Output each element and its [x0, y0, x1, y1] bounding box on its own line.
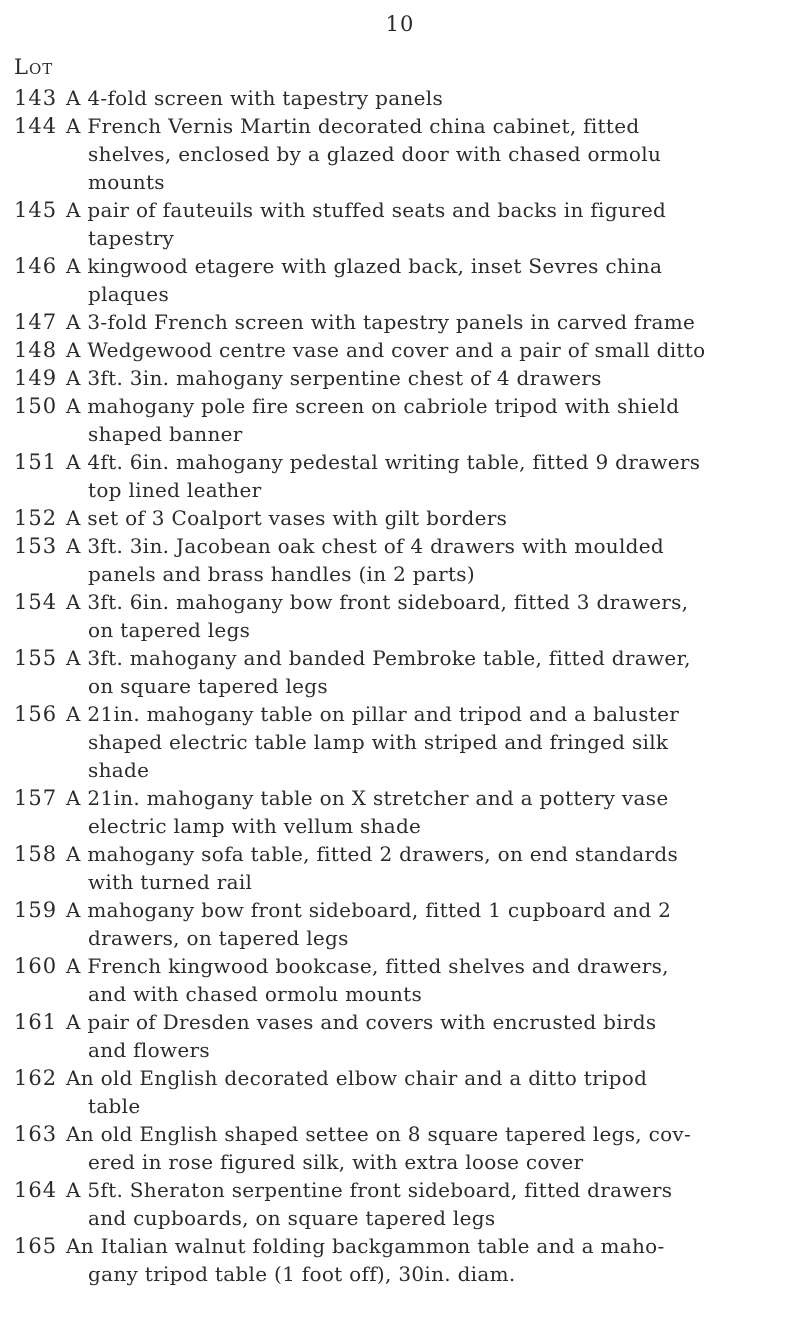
lot-number: 143	[14, 86, 58, 110]
lot-description	[66, 644, 794, 700]
lot-number: 154	[14, 590, 58, 614]
lot-description	[66, 1064, 794, 1120]
lot-description-line: plaques	[88, 282, 170, 306]
lot-entry	[14, 392, 794, 448]
lot-description-line: shade	[88, 758, 150, 782]
lot-entry	[14, 364, 794, 392]
lot-entry	[14, 1232, 794, 1288]
lot-description	[66, 308, 794, 336]
lot-description-line: A 3-fold French screen with tapestry panels in carved frame	[66, 310, 696, 334]
lot-entry	[14, 112, 794, 196]
lot-entry	[14, 1064, 794, 1120]
lot-number: 145	[14, 198, 58, 222]
lot-entry	[14, 448, 794, 504]
lot-description-line: An Italian walnut folding backgammon table and a maho-	[66, 1234, 665, 1258]
lot-number: 165	[14, 1234, 58, 1258]
lot-description-line: A 21in. mahogany table on X stretcher and a pottery vase	[66, 786, 669, 810]
lot-description-line: A 3ft. mahogany and banded Pembroke table, fitted drawer,	[66, 646, 691, 670]
lot-description-line: on square tapered legs	[88, 674, 328, 698]
lot-number: 150	[14, 394, 58, 418]
lot-entry	[14, 336, 794, 364]
lot-description	[66, 784, 794, 840]
lot-description	[66, 588, 794, 644]
lot-description	[66, 1232, 794, 1288]
lot-number: 153	[14, 534, 58, 558]
lot-description	[66, 1176, 794, 1232]
lot-entry	[14, 1176, 794, 1232]
lot-description	[66, 336, 794, 364]
lot-description	[66, 896, 794, 952]
lot-description-line: A pair of fauteuils with stuffed seats and backs in figured	[66, 198, 667, 222]
lot-number: 159	[14, 898, 58, 922]
lot-description-line: shaped banner	[88, 422, 243, 446]
lot-description-line: gany tripod table (1 foot off), 30in. diam.	[88, 1262, 516, 1286]
lot-description-line: A 5ft. Sheraton serpentine front sideboard, fitted drawers	[66, 1178, 673, 1202]
lot-description-line: electric lamp with vellum shade	[88, 814, 422, 838]
lot-entry	[14, 952, 794, 1008]
lot-number: 161	[14, 1010, 58, 1034]
lot-description	[66, 1120, 794, 1176]
lot-description-line: A mahogany bow front sideboard, fitted 1 cupboard and 2	[66, 898, 672, 922]
lot-entry	[14, 84, 794, 112]
lot-description-line: tapestry	[88, 226, 175, 250]
lot-entry	[14, 504, 794, 532]
lot-number: 152	[14, 506, 58, 530]
lot-number: 157	[14, 786, 58, 810]
lot-description-line: A Wedgewood centre vase and cover and a pair of small ditto	[66, 338, 706, 362]
lot-description	[66, 392, 794, 448]
lot-description-line: A 4ft. 6in. mahogany pedestal writing table, fitted 9 drawers	[66, 450, 701, 474]
lot-entry	[14, 252, 794, 308]
lot-description	[66, 700, 794, 784]
lot-number: 144	[14, 114, 58, 138]
lot-description-line: A pair of Dresden vases and covers with encrusted birds	[66, 1010, 657, 1034]
lot-description	[66, 364, 794, 392]
lot-number: 149	[14, 366, 58, 390]
lot-description	[66, 252, 794, 308]
lot-entry	[14, 196, 794, 252]
page-number: 10	[385, 12, 415, 36]
lot-description-line: A 21in. mahogany table on pillar and tripod and a baluster	[66, 702, 680, 726]
lot-description-line: table	[88, 1094, 141, 1118]
lot-number: 146	[14, 254, 58, 278]
lot-entry	[14, 784, 794, 840]
lot-description-line: drawers, on tapered legs	[88, 926, 349, 950]
lot-description-line: A 4-fold screen with tapestry panels	[66, 86, 444, 110]
lot-description-line: An old English decorated elbow chair and a ditto tripod	[66, 1066, 648, 1090]
lot-description-line: ered in rose figured silk, with extra loose cover	[88, 1150, 584, 1174]
lot-description	[66, 952, 794, 1008]
lot-entry	[14, 532, 794, 588]
lot-list	[14, 84, 794, 1288]
lot-description-line: with turned rail	[88, 870, 253, 894]
lot-description-line: panels and brass handles (in 2 parts)	[88, 562, 475, 586]
lot-number: 148	[14, 338, 58, 362]
lot-entry	[14, 308, 794, 336]
lot-description-line: A French Vernis Martin decorated china cabinet, fitted	[66, 114, 640, 138]
lot-description	[66, 196, 794, 252]
lot-description-line: A 3ft. 3in. mahogany serpentine chest of 4 drawers	[66, 366, 602, 390]
lot-description-line: and cupboards, on square tapered legs	[88, 1206, 496, 1230]
lot-description-line: and flowers	[88, 1038, 210, 1062]
lot-entry	[14, 644, 794, 700]
lot-description-line: on tapered legs	[88, 618, 251, 642]
lot-number: 163	[14, 1122, 58, 1146]
lot-column-header: Lot	[14, 55, 54, 79]
lot-entry	[14, 700, 794, 784]
lot-description-line: and with chased ormolu mounts	[88, 982, 423, 1006]
lot-number: 151	[14, 450, 58, 474]
lot-number: 156	[14, 702, 58, 726]
lot-entry	[14, 1008, 794, 1064]
lot-description	[66, 504, 794, 532]
lot-description-line: A mahogany sofa table, fitted 2 drawers, on end standards	[66, 842, 679, 866]
lot-number: 155	[14, 646, 58, 670]
lot-description-line: A French kingwood bookcase, fitted shelves and drawers,	[66, 954, 669, 978]
lot-number: 147	[14, 310, 58, 334]
lot-description-line: shelves, enclosed by a glazed door with chased ormolu	[88, 142, 662, 166]
lot-entry	[14, 840, 794, 896]
lot-description-line: An old English shaped settee on 8 square tapered legs, cov-	[66, 1122, 692, 1146]
lot-number: 164	[14, 1178, 58, 1202]
lot-number: 158	[14, 842, 58, 866]
lot-description-line: A kingwood etagere with glazed back, inset Sevres china	[66, 254, 663, 278]
lot-number: 162	[14, 1066, 58, 1090]
lot-description	[66, 1008, 794, 1064]
lot-description-line: top lined leather	[88, 478, 262, 502]
lot-description	[66, 112, 794, 196]
lot-description-line: mounts	[88, 170, 165, 194]
lot-entry	[14, 588, 794, 644]
lot-entry	[14, 1120, 794, 1176]
lot-number: 160	[14, 954, 58, 978]
lot-description-line: A set of 3 Coalport vases with gilt borders	[66, 506, 508, 530]
lot-description-line: shaped electric table lamp with striped and fringed silk	[88, 730, 669, 754]
lot-description	[66, 532, 794, 588]
lot-description	[66, 840, 794, 896]
lot-description-line: A mahogany pole fire screen on cabriole tripod with shield	[66, 394, 680, 418]
lot-description-line: A 3ft. 6in. mahogany bow front sideboard, fitted 3 drawers,	[66, 590, 689, 614]
lot-description	[66, 84, 794, 112]
lot-description	[66, 448, 794, 504]
lot-description-line: A 3ft. 3in. Jacobean oak chest of 4 drawers with moulded	[66, 534, 665, 558]
lot-entry	[14, 896, 794, 952]
